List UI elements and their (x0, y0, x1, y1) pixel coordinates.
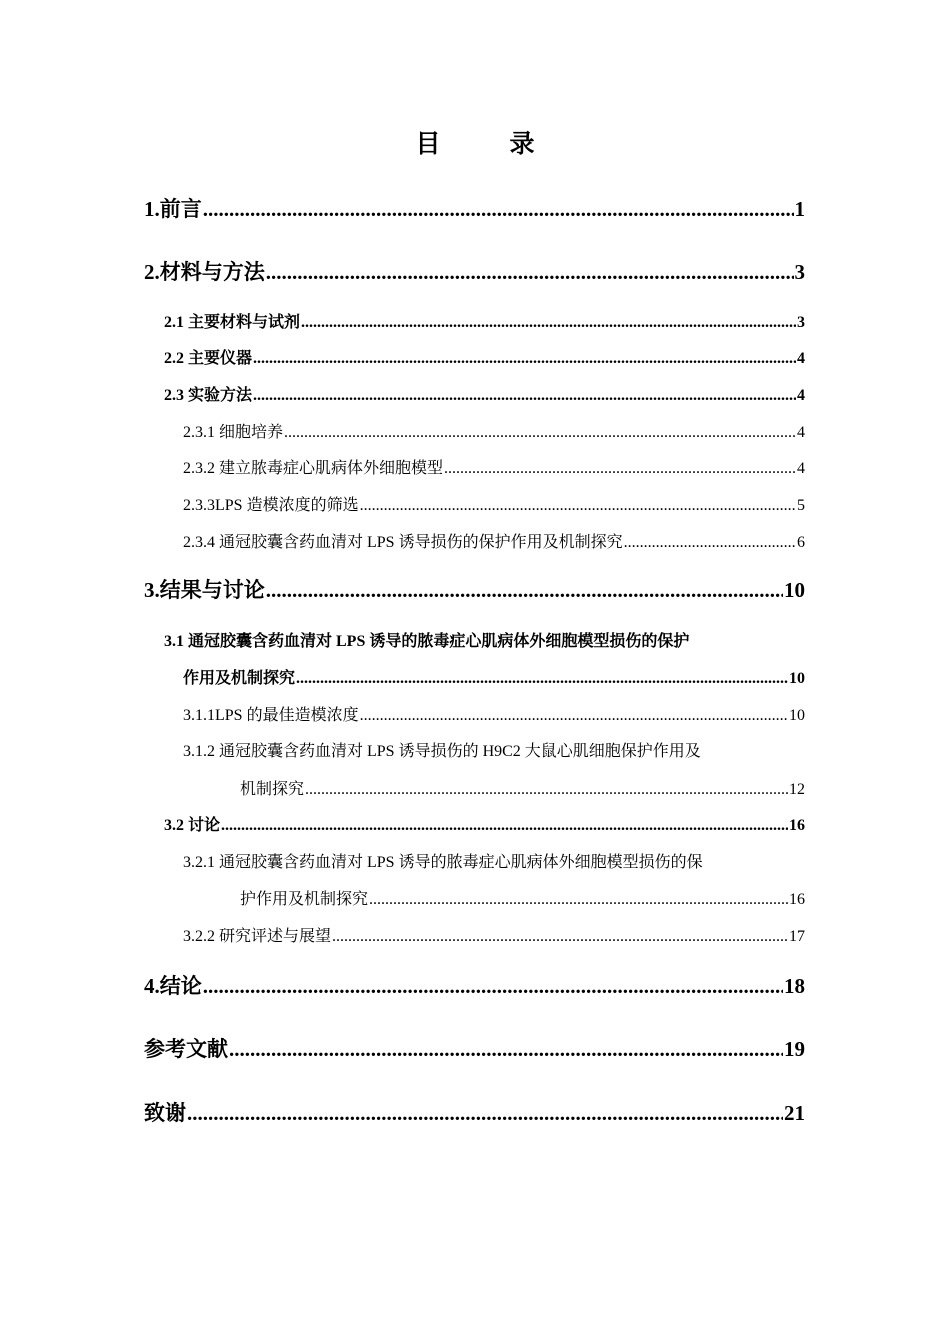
toc-label: 2.材料与方法 (144, 260, 265, 284)
toc-page-number: 10 (784, 578, 805, 602)
toc-entry-2-3[interactable] (164, 382, 805, 405)
leader-dots (296, 670, 788, 688)
leader-dots (284, 424, 796, 442)
toc-label: 作用及机制探究 (183, 670, 296, 687)
toc-page-number: 10 (789, 707, 805, 724)
toc-page-number: 4 (797, 350, 805, 367)
toc-page-number: 18 (784, 974, 805, 998)
toc-label: 4.结论 (144, 974, 202, 998)
toc-label: 3.2 讨论 (164, 817, 221, 834)
toc-entry-2-3-4[interactable] (183, 529, 805, 552)
toc-label: 护作用及机制探究 (240, 891, 369, 908)
toc-label: 参考文献 (144, 1037, 228, 1061)
toc-label: 1.前言 (144, 197, 202, 221)
toc-page-number: 16 (789, 891, 805, 908)
leader-dots (266, 578, 783, 603)
toc-entry-2-1[interactable] (164, 309, 805, 332)
leader-dots (369, 891, 788, 909)
leader-dots (203, 974, 783, 999)
toc-page-number: 4 (797, 424, 805, 441)
toc-entry-3-2-2[interactable] (183, 923, 805, 946)
toc-entry-3-1-line1[interactable]: 3.1 通冠胶囊含药血清对 LPS 诱导的脓毒症心肌病体外细胞模型损伤的保护 (164, 633, 690, 650)
toc-entry-3-2[interactable] (164, 812, 805, 835)
toc-page-number: 3 (797, 314, 805, 331)
toc-label: 2.3.2 建立脓毒症心肌病体外细胞模型 (183, 460, 444, 477)
leader-dots (253, 387, 796, 405)
toc-page-number: 3 (794, 260, 805, 284)
toc-label: 致谢 (144, 1101, 186, 1125)
leader-dots (360, 497, 796, 515)
toc-entry-references[interactable] (144, 1033, 805, 1063)
toc-label: 2.3.4 通冠胶囊含药血清对 LPS 诱导损伤的保护作用及机制探究 (183, 534, 623, 551)
toc-page-number: 1 (794, 197, 805, 221)
toc-page-number: 19 (784, 1037, 805, 1061)
leader-dots (305, 781, 788, 799)
toc-entry-3-1-2-line1[interactable]: 3.1.2 通冠胶囊含药血清对 LPS 诱导损伤的 H9C2 大鼠心肌细胞保护作用及 (183, 743, 701, 760)
toc-page-number: 12 (789, 781, 805, 798)
leader-dots (444, 460, 796, 478)
toc-entry-2-3-1[interactable] (183, 419, 805, 442)
toc-entry-2-3-3[interactable] (183, 492, 805, 515)
toc-label: 机制探究 (240, 781, 305, 798)
toc-entry-2[interactable] (144, 256, 805, 286)
toc-page-number: 4 (797, 460, 805, 477)
leader-dots (229, 1037, 783, 1062)
toc-page-number: 6 (797, 534, 805, 551)
toc-label: 2.3 实验方法 (164, 387, 253, 404)
toc-label: 2.3.3LPS 造模浓度的筛选 (183, 497, 359, 514)
toc-label: 2.1 主要材料与试剂 (164, 314, 301, 331)
toc-entry-3-1-2[interactable] (240, 776, 805, 799)
leader-dots (332, 928, 788, 946)
leader-dots (301, 314, 796, 332)
leader-dots (253, 350, 796, 368)
toc-page-number: 16 (789, 817, 805, 834)
toc-label: 3.2.2 研究评述与展望 (183, 928, 332, 945)
toc-page-number: 21 (784, 1101, 805, 1125)
toc-label: 2.2 主要仪器 (164, 350, 253, 367)
leader-dots (624, 534, 796, 552)
leader-dots (266, 260, 794, 285)
toc-page-number: 4 (797, 387, 805, 404)
toc-entry-4[interactable] (144, 970, 805, 1000)
toc-entry-acknowledgements[interactable] (144, 1097, 805, 1127)
toc-page-number: 10 (789, 670, 805, 687)
toc-entry-2-3-2[interactable] (183, 455, 805, 478)
toc-page-number: 5 (797, 497, 805, 514)
toc-label: 3.结果与讨论 (144, 578, 265, 602)
toc-entry-3-1-1[interactable] (183, 702, 805, 725)
toc-entry-3-1[interactable] (183, 665, 805, 688)
toc-page-number: 17 (789, 928, 805, 945)
toc-entry-3-2-1[interactable] (240, 886, 805, 909)
leader-dots (360, 707, 788, 725)
toc-entry-2-2[interactable] (164, 345, 805, 368)
leader-dots (203, 197, 794, 222)
leader-dots (187, 1101, 783, 1126)
toc-entry-3-2-1-line1[interactable]: 3.2.1 通冠胶囊含药血清对 LPS 诱导的脓毒症心肌病体外细胞模型损伤的保 (183, 854, 703, 871)
toc-label: 2.3.1 细胞培养 (183, 424, 284, 441)
toc-entry-3[interactable] (144, 574, 805, 604)
page-title: 目 录 (415, 131, 557, 158)
toc-entry-1[interactable] (144, 193, 805, 223)
leader-dots (221, 817, 788, 835)
toc-label: 3.1.1LPS 的最佳造模浓度 (183, 707, 359, 724)
